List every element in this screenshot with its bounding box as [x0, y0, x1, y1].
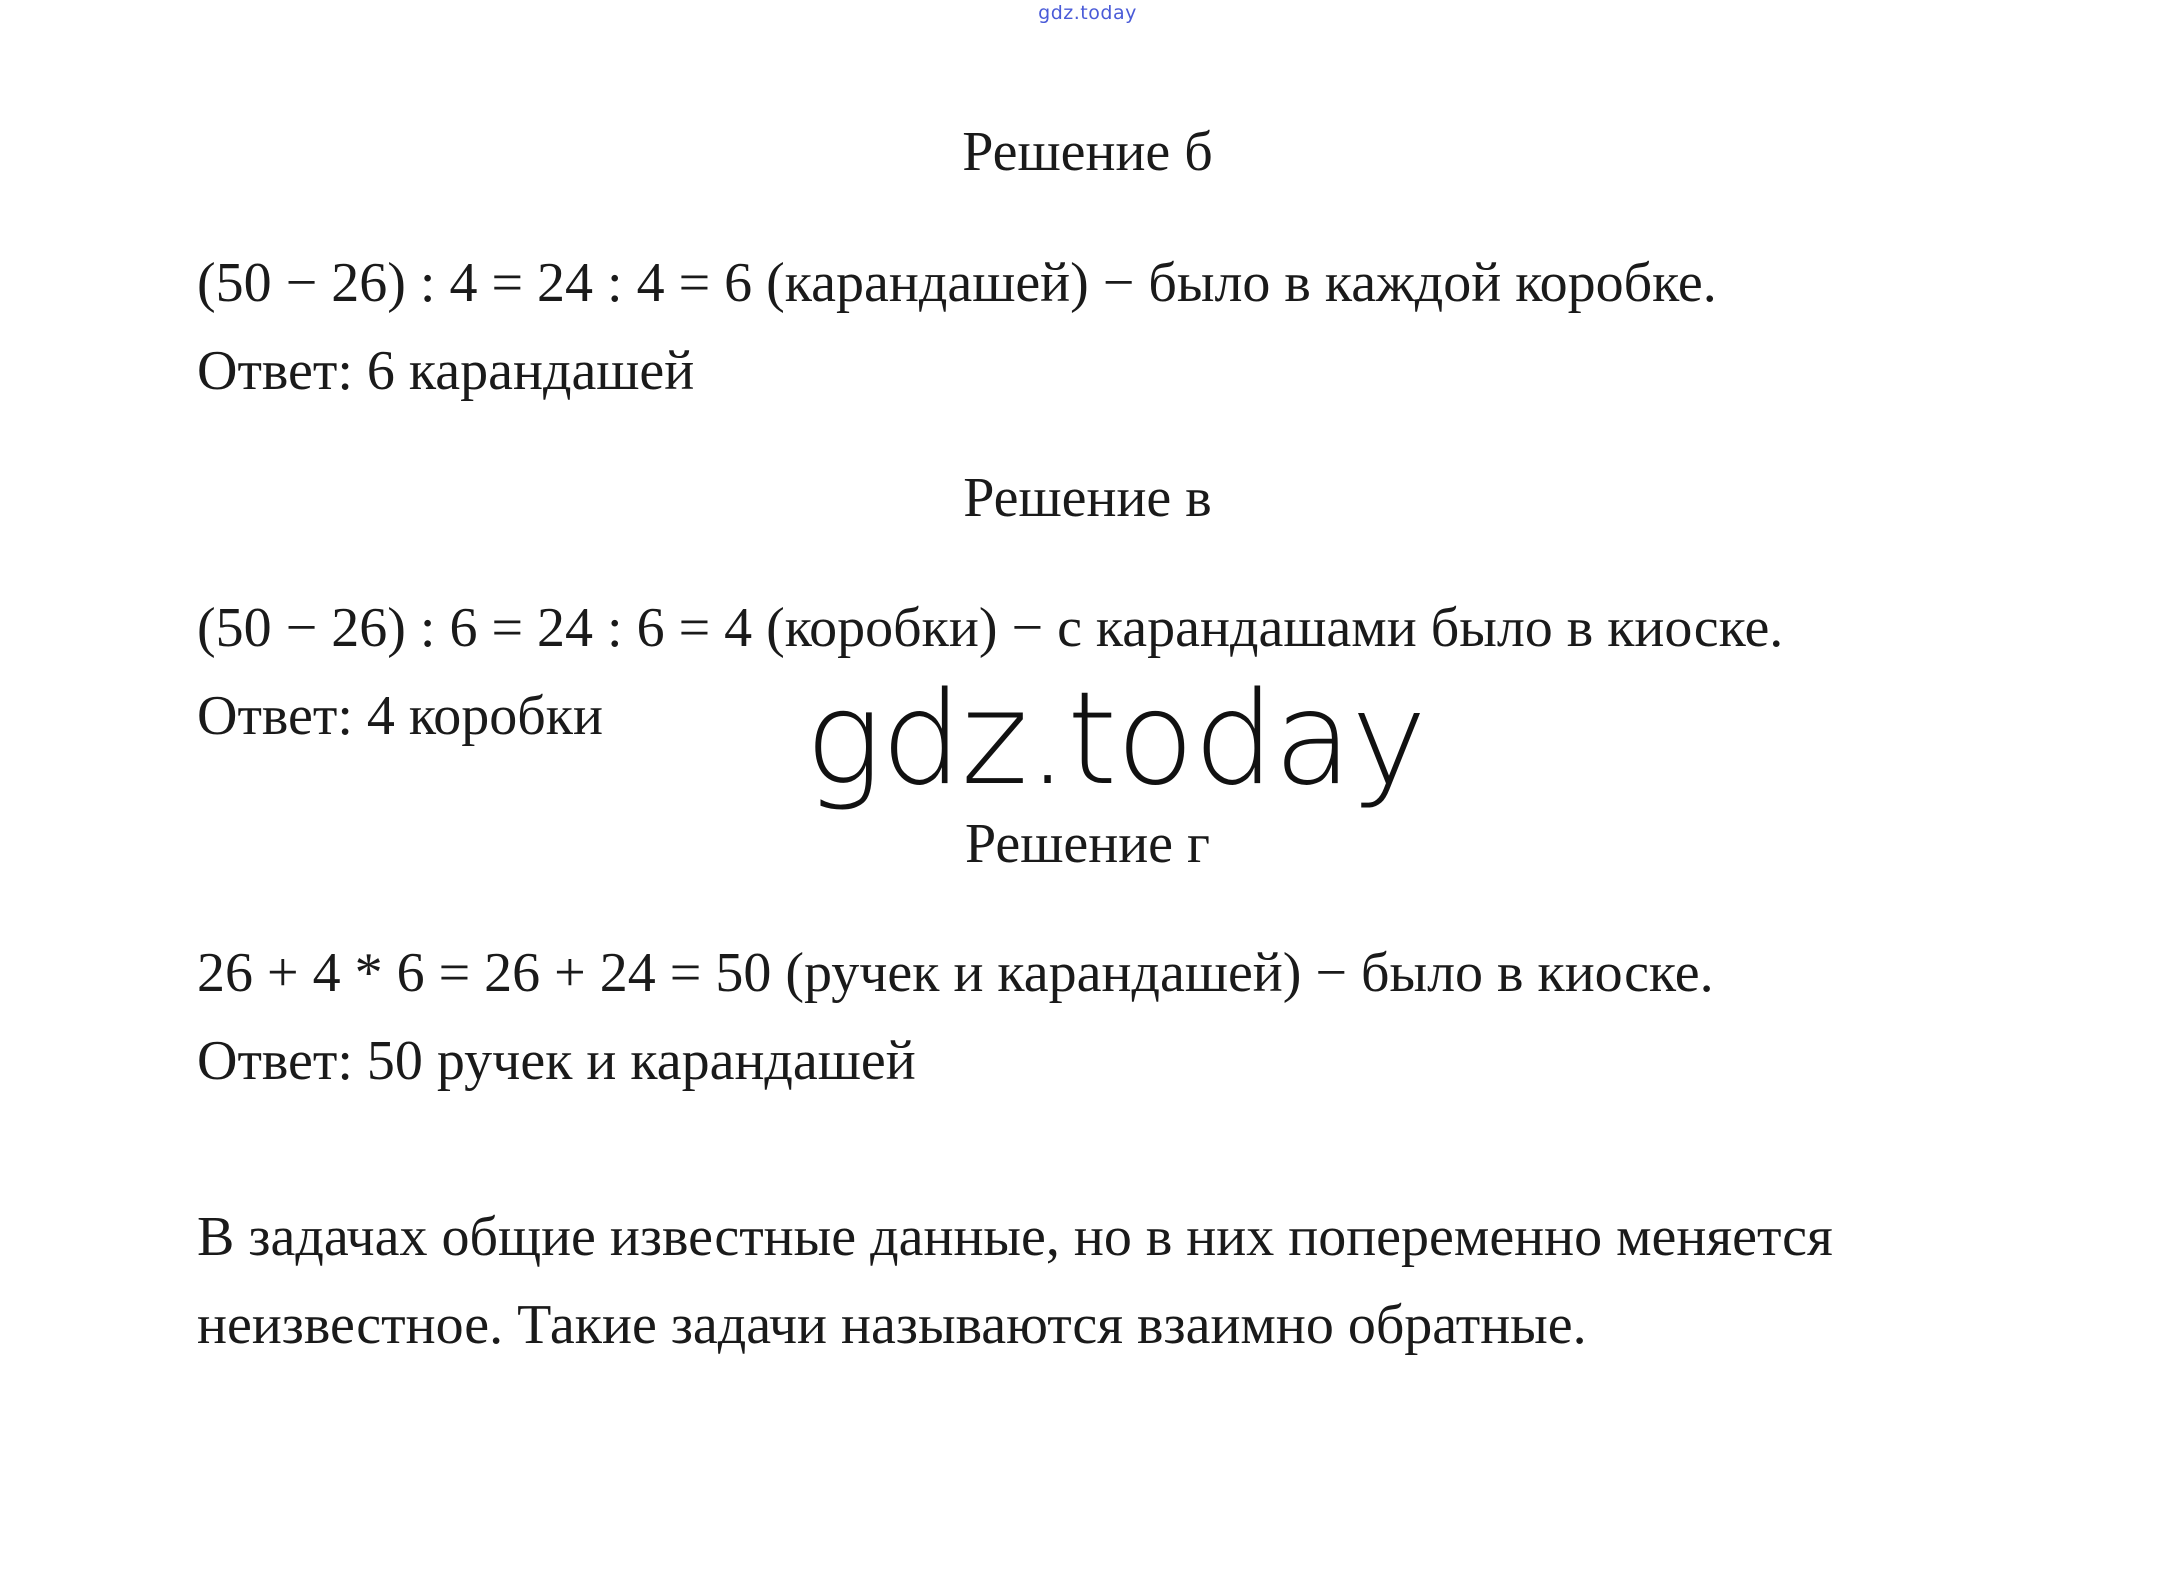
equation-solution-g: 26 + 4 * 6 = 26 + 24 = 50 (ручек и карандашей) − было в киоске.	[197, 942, 1714, 1004]
heading-solution-b: Решение б	[962, 121, 1213, 183]
top-watermark: gdz.today	[1038, 2, 1137, 24]
heading-solution-g: Решение г	[965, 813, 1210, 875]
equation-solution-v: (50 − 26) : 6 = 24 : 6 = 4 (коробки) − с карандашами было в киоске.	[197, 597, 1784, 659]
center-watermark-logo: gdz.today	[805, 665, 1426, 814]
conclusion-line-2: неизвестное. Такие задачи называются взаимно обратные.	[197, 1294, 1587, 1356]
conclusion-line-1: В задачах общие известные данные, но в них попеременно меняется	[197, 1206, 1833, 1268]
equation-solution-b: (50 − 26) : 4 = 24 : 4 = 6 (карандашей) − было в каждой коробке.	[197, 252, 1717, 314]
answer-solution-g: Ответ: 50 ручек и карандашей	[197, 1030, 916, 1092]
answer-solution-b: Ответ: 6 карандашей	[197, 340, 695, 402]
answer-solution-v: Ответ: 4 коробки	[197, 685, 603, 747]
heading-solution-v: Решение в	[963, 467, 1212, 529]
